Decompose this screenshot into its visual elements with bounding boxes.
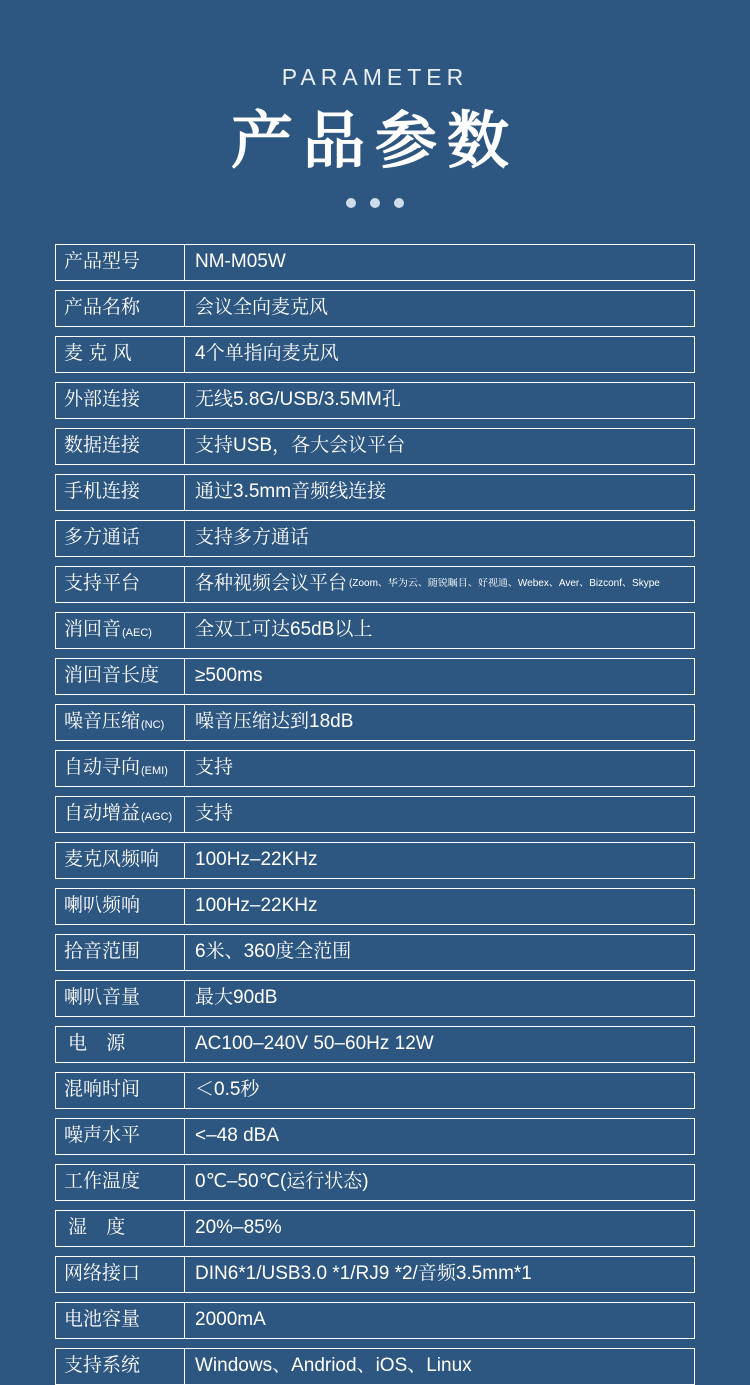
spec-value-text: ≥500ms <box>195 664 263 686</box>
spec-label-text: 电 源 <box>68 1032 133 1054</box>
spec-value-cell <box>185 1302 695 1339</box>
page-eyebrow: PARAMETER <box>281 64 469 90</box>
spec-value-text: 支持 <box>195 756 234 778</box>
spec-label-text: 支持平台 <box>64 572 141 594</box>
spec-value-cell <box>185 1348 695 1385</box>
spec-value-text: 噪音压缩达到18dB <box>195 710 354 732</box>
table-row <box>55 336 695 373</box>
spec-value-text: DIN6*1/USB3.0 *1/RJ9 *2/音频3.5mm*1 <box>195 1262 532 1284</box>
table-row <box>55 566 695 603</box>
spec-value-text: 会议全向麦克风 <box>195 296 329 318</box>
spec-label-cell <box>55 612 185 649</box>
spec-value-text: 0℃–50℃(运行状态) <box>195 1170 369 1192</box>
spec-label-cell <box>55 1348 185 1385</box>
table-row <box>55 934 695 971</box>
page-title: 产品参数 <box>230 107 519 176</box>
table-row <box>55 1072 695 1109</box>
spec-label-cell <box>55 474 185 511</box>
spec-label-text: 麦 克 风 <box>64 342 132 364</box>
spec-value-cell <box>185 888 695 925</box>
dot-icon <box>394 198 404 208</box>
spec-value-cell <box>185 1256 695 1293</box>
dot-icon <box>346 198 356 208</box>
spec-label-cell <box>55 888 185 925</box>
spec-value-cell <box>185 244 695 281</box>
spec-label-text: 自动寻向 <box>64 756 141 778</box>
spec-value-text: 支持 <box>195 802 234 824</box>
spec-label-cell <box>55 336 185 373</box>
table-row <box>55 428 695 465</box>
spec-value-cell <box>185 612 695 649</box>
spec-value-cell <box>185 566 695 603</box>
spec-value-cell <box>185 704 695 741</box>
spec-label-cell <box>55 658 185 695</box>
spec-value-text: AC100–240V 50–60Hz 12W <box>195 1032 434 1054</box>
spec-value-cell <box>185 658 695 695</box>
spec-label-text: 噪音压缩 <box>64 710 141 732</box>
table-row <box>55 1164 695 1201</box>
spec-value-text: 100Hz–22KHz <box>195 894 318 916</box>
spec-label-cell <box>55 290 185 327</box>
spec-label-cell <box>55 1026 185 1063</box>
spec-label-cell <box>55 1210 185 1247</box>
spec-value-text: 100Hz–22KHz <box>195 848 318 870</box>
spec-label-cell <box>55 842 185 879</box>
spec-value-cell <box>185 1026 695 1063</box>
spec-label-text: 消回音长度 <box>64 664 160 686</box>
spec-label-cell <box>55 566 185 603</box>
spec-value-text: NM-M05W <box>195 250 286 272</box>
table-row <box>55 290 695 327</box>
table-row <box>55 888 695 925</box>
table-row <box>55 842 695 879</box>
spec-value-cell <box>185 428 695 465</box>
spec-label-text: 拾音范围 <box>64 940 141 962</box>
spec-label-text: 湿 度 <box>68 1216 133 1238</box>
spec-value-text: <–48 dBA <box>195 1124 279 1146</box>
specification-table <box>55 244 695 1385</box>
table-row <box>55 1026 695 1063</box>
spec-value-cell <box>185 520 695 557</box>
spec-label-cell <box>55 750 185 787</box>
spec-label-cell <box>55 1256 185 1293</box>
spec-label-cell <box>55 796 185 833</box>
spec-value-cell <box>185 934 695 971</box>
spec-value-cell <box>185 290 695 327</box>
spec-label-note: (EMI) <box>141 764 168 777</box>
spec-label-text: 产品名称 <box>64 296 141 318</box>
table-row <box>55 1256 695 1293</box>
spec-value-text: 支持USB，各大会议平台 <box>195 434 406 456</box>
spec-value-text: Windows、Andriod、iOS、Linux <box>195 1354 472 1376</box>
table-row <box>55 382 695 419</box>
table-row <box>55 520 695 557</box>
spec-label-text: 消回音 <box>64 618 122 640</box>
table-row <box>55 474 695 511</box>
spec-label-text: 噪声水平 <box>64 1124 141 1146</box>
spec-label-text: 混响时间 <box>64 1078 141 1100</box>
spec-label-text: 产品型号 <box>64 250 141 272</box>
spec-value-cell <box>185 1210 695 1247</box>
spec-label-text: 喇叭频响 <box>64 894 141 916</box>
spec-label-text: 手机连接 <box>64 480 141 502</box>
spec-value-text: 通过3.5mm音频线连接 <box>195 480 387 502</box>
table-row <box>55 704 695 741</box>
spec-value-cell <box>185 842 695 879</box>
spec-label-cell <box>55 704 185 741</box>
spec-value-text: 2000mA <box>195 1308 266 1330</box>
spec-value-text: 全双工可达65dB以上 <box>195 618 373 640</box>
spec-label-cell <box>55 1118 185 1155</box>
spec-value-cell <box>185 980 695 1017</box>
spec-value-cell <box>185 750 695 787</box>
spec-label-text: 麦克风频响 <box>64 848 160 870</box>
spec-label-note: (NC) <box>141 718 165 731</box>
spec-label-cell <box>55 382 185 419</box>
spec-value-cell <box>185 1118 695 1155</box>
table-row <box>55 750 695 787</box>
spec-value-text: 6米、360度全范围 <box>195 940 352 962</box>
decorative-dots <box>0 198 750 208</box>
table-row <box>55 1302 695 1339</box>
page-header <box>0 0 750 208</box>
table-row <box>55 658 695 695</box>
spec-label-text: 工作温度 <box>64 1170 141 1192</box>
spec-value-text: 最大90dB <box>195 986 278 1008</box>
table-row <box>55 244 695 281</box>
spec-value-cell <box>185 1164 695 1201</box>
spec-label-text: 网络接口 <box>64 1262 141 1284</box>
spec-label-text: 自动增益 <box>64 802 141 824</box>
spec-label-text: 电池容量 <box>64 1308 141 1330</box>
spec-label-note: (AGC) <box>141 810 173 823</box>
spec-label-text: 喇叭音量 <box>64 986 141 1008</box>
table-row <box>55 980 695 1017</box>
spec-label-cell <box>55 934 185 971</box>
spec-label-cell <box>55 1164 185 1201</box>
spec-label-text: 支持系统 <box>64 1354 141 1376</box>
spec-label-cell <box>55 980 185 1017</box>
dot-icon <box>370 198 380 208</box>
spec-value-note: (Zoom、华为云、随锐瞩目、好视通、Webex、Aver、Bizconf、Skype <box>349 577 660 589</box>
spec-value-text: ＜0.5秒 <box>195 1078 260 1100</box>
spec-value-text: 支持多方通话 <box>195 526 310 548</box>
spec-value-cell <box>185 1072 695 1109</box>
spec-value-cell <box>185 474 695 511</box>
spec-label-text: 数据连接 <box>64 434 141 456</box>
table-row <box>55 796 695 833</box>
table-row <box>55 612 695 649</box>
spec-label-note: (AEC) <box>122 626 152 639</box>
table-row <box>55 1210 695 1247</box>
spec-value-cell <box>185 796 695 833</box>
spec-value-text: 无线5.8G/USB/3.5MM孔 <box>195 388 401 410</box>
spec-value-text: 20%–85% <box>195 1216 282 1238</box>
spec-label-cell <box>55 244 185 281</box>
spec-label-text: 外部连接 <box>64 388 141 410</box>
spec-label-cell <box>55 1302 185 1339</box>
spec-value-cell <box>185 382 695 419</box>
spec-label-cell <box>55 520 185 557</box>
spec-value-cell <box>185 336 695 373</box>
spec-label-text: 多方通话 <box>64 526 141 548</box>
spec-value-text: 4个单指向麦克风 <box>195 342 339 364</box>
spec-value-text: 各种视频会议平台 <box>195 572 348 594</box>
table-row <box>55 1348 695 1385</box>
table-row <box>55 1118 695 1155</box>
spec-label-cell <box>55 1072 185 1109</box>
spec-label-cell <box>55 428 185 465</box>
